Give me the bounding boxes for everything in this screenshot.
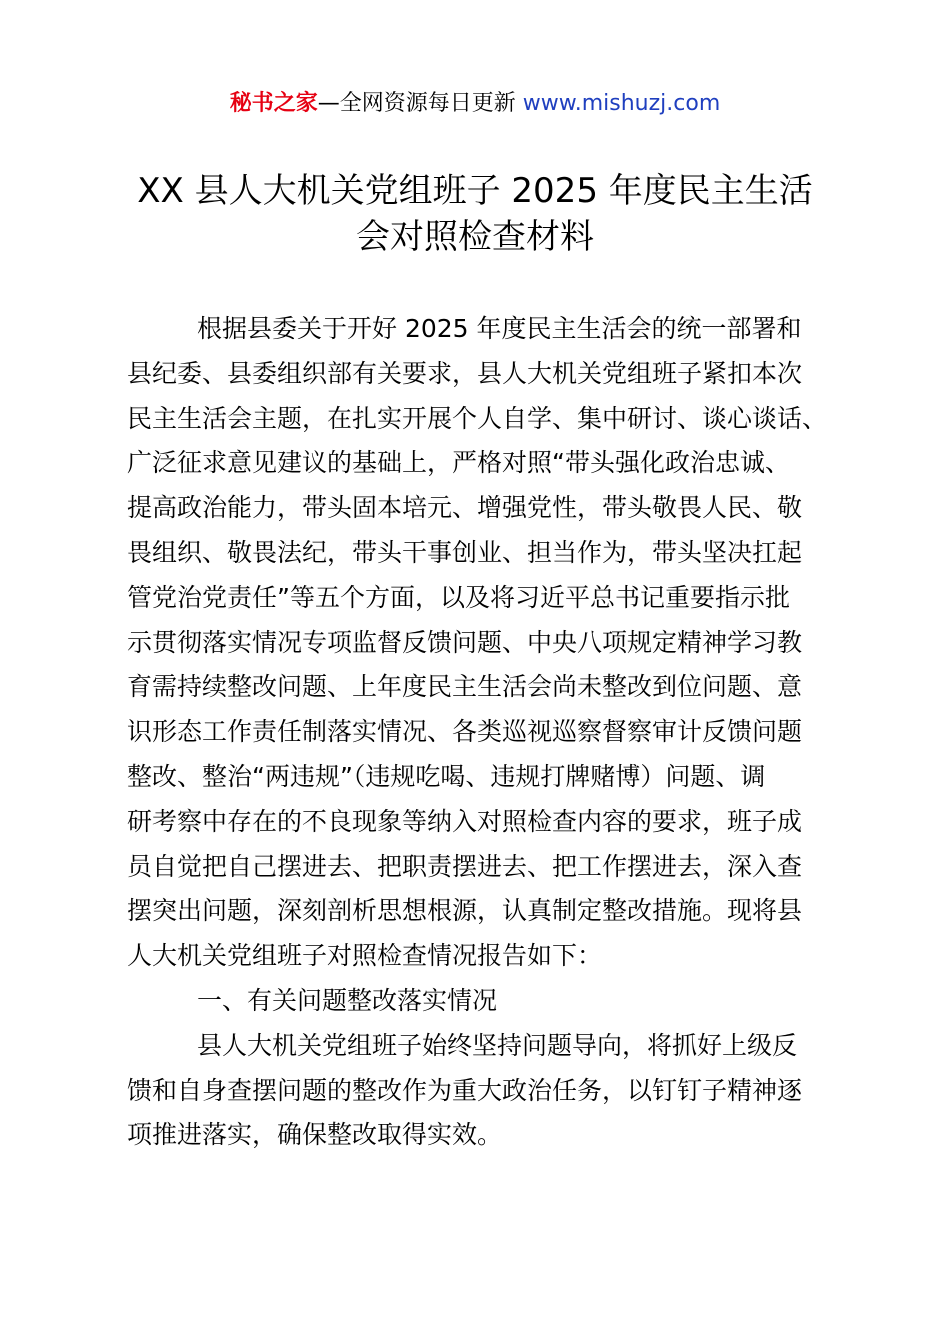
- body-line: 整改、整治“两违规”（违规吃喝、违规打牌赌博）问题、调: [127, 761, 766, 791]
- site-header: [0, 88, 950, 120]
- body-line: 民主生活会主题，在扎实开展个人自学、集中研讨、谈心谈话、: [127, 403, 828, 433]
- body-line: 畏组织、敬畏法纪，带头干事创业、担当作为，带头坚决扛起: [127, 537, 803, 567]
- body-line: 育需持续整改问题、上年度民主生活会尚未整改到位问题、意: [127, 672, 803, 702]
- title-line-1: XX 县人大机关党组班子 2025 年度民主生活: [137, 171, 813, 211]
- section-heading: 一、有关问题整改落实情况: [197, 985, 498, 1015]
- body-line: 项推进落实，确保整改取得实效。: [127, 1120, 503, 1150]
- document-title: [100, 168, 850, 260]
- body-line: 摆突出问题，深刻剖析思想根源，认真制定整改措施。现将县: [127, 896, 803, 926]
- body-line: 根据县委关于开好 2025 年度民主生活会的统一部署和: [197, 314, 802, 343]
- body-line: 提高政治能力，带头固本培元、增强党性，带头敬畏人民、敬: [127, 493, 803, 523]
- body-line: 员自觉把自己摆进去、把职责摆进去、把工作摆进去，深入查: [127, 851, 803, 881]
- body-line: 示贯彻落实情况专项监督反馈问题、中央八项规定精神学习教: [127, 627, 803, 657]
- site-slogan: —全网资源每日更新: [317, 91, 523, 116]
- body-line: 县人大机关党组班子始终坚持问题导向，将抓好上级反: [197, 1030, 798, 1060]
- site-brand: 秘书之家: [229, 91, 318, 116]
- body-line: 馈和自身查摆问题的整改作为重大政治任务，以钉钉子精神逐: [127, 1075, 803, 1105]
- site-url[interactable]: www.mishuzj.com: [522, 91, 721, 116]
- body-line: 管党治党责任”等五个方面，以及将习近平总书记重要指示批: [127, 582, 790, 612]
- body-line: 识形态工作责任制落实情况、各类巡视巡察督察审计反馈问题: [127, 717, 803, 747]
- body-line: 研考察中存在的不良现象等纳入对照检查内容的要求，班子成: [127, 806, 803, 836]
- document-body: [127, 307, 847, 1158]
- body-line: 人大机关党组班子对照检查情况报告如下：: [127, 941, 603, 971]
- body-line: 广泛征求意见建议的基础上，严格对照“带头强化政治忠诚、: [127, 448, 790, 478]
- body-line: 县纪委、县委组织部有关要求，县人大机关党组班子紧扣本次: [127, 358, 803, 388]
- title-line-2: 会对照检查材料: [356, 217, 594, 257]
